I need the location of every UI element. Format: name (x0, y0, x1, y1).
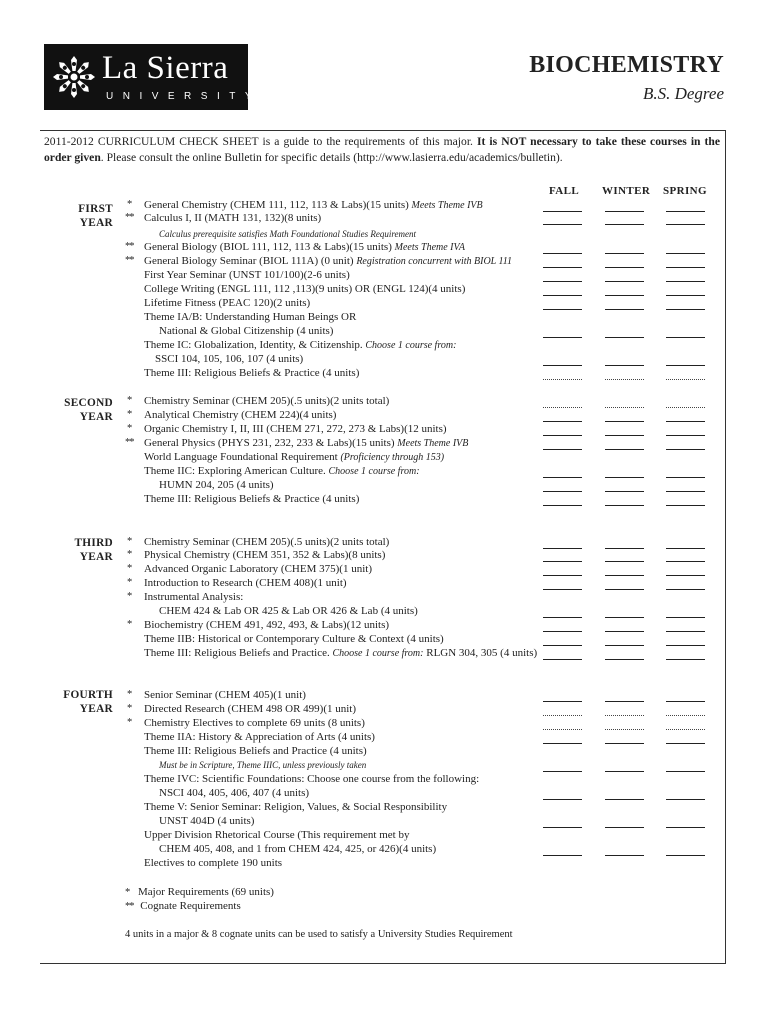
column-header-fall: FALL (549, 185, 580, 197)
course-text: Analytical Chemistry (CHEM 224)(4 units) (144, 409, 337, 421)
course-text: Electives to complete 190 units (144, 857, 283, 869)
course-note-text: Choose 1 course from: (332, 648, 424, 659)
spring-checkbox-line[interactable] (666, 491, 705, 492)
winter-checkbox-line[interactable] (605, 365, 644, 366)
spring-checkbox-line[interactable] (666, 421, 705, 422)
spring-checkbox-line[interactable] (666, 548, 705, 549)
winter-checkbox-line[interactable] (605, 548, 644, 549)
winter-checkbox-line[interactable] (605, 379, 644, 380)
course-text: Biochemistry (CHEM 491, 492, 493, & Labs)(12 units) (144, 619, 390, 631)
course-line (144, 367, 359, 379)
spring-checkbox-line[interactable] (666, 743, 705, 744)
course-line (144, 283, 465, 295)
course-text: First Year Seminar (UNST 101/100)(2-6 units) (144, 269, 350, 281)
logo-subtitle: UNIVERSITY (106, 91, 262, 102)
course-note (159, 760, 366, 770)
course-line (159, 815, 254, 827)
spring-checkbox-line[interactable] (666, 631, 705, 632)
major-marker: * (127, 717, 132, 728)
course-line (144, 773, 479, 785)
fall-checkbox-line[interactable] (543, 379, 582, 380)
fall-checkbox-line[interactable] (543, 407, 582, 408)
spring-checkbox-line[interactable] (666, 365, 705, 366)
course-text: Calculus I, II (MATH 131, 132)(8 units) (144, 212, 322, 224)
right-divider (725, 130, 726, 964)
course-text: National & Global Citizenship (4 units) (159, 325, 334, 337)
winter-checkbox-line[interactable] (605, 449, 644, 450)
winter-checkbox-line[interactable] (605, 211, 644, 212)
course-text: Theme IIA: History & Appreciation of Arts (4 units) (144, 731, 375, 743)
major-marker: * (127, 619, 132, 630)
cognate-marker: ** (125, 437, 134, 448)
course-text: CHEM 405, 408, and 1 from CHEM 424, 425, or 426)(4 units) (159, 843, 437, 855)
legend-item (125, 900, 241, 912)
legend-text: Cognate Requirements (140, 900, 241, 912)
course-line (159, 787, 309, 799)
course-text: Theme IC: Globalization, Identity, & Citizenship. (144, 339, 363, 351)
fall-checkbox-line[interactable] (543, 561, 582, 562)
year-label-line2: YEAR (79, 411, 113, 423)
course-note-text: Choose 1 course from: (328, 466, 420, 477)
winter-checkbox-line[interactable] (605, 729, 644, 730)
course-note-text: Meets Theme IVB (411, 200, 483, 211)
year-label (53, 396, 113, 424)
course-line (159, 605, 418, 617)
course-line (144, 633, 444, 645)
fall-checkbox-line[interactable] (543, 309, 582, 310)
major-marker: * (127, 549, 132, 560)
winter-checkbox-line[interactable] (605, 659, 644, 660)
major-marker: * (127, 199, 132, 210)
spring-checkbox-line[interactable] (666, 617, 705, 618)
spring-checkbox-line[interactable] (666, 771, 705, 772)
spring-checkbox-line[interactable] (666, 645, 705, 646)
course-text: Theme IA/B: Understanding Human Beings OR (144, 311, 357, 323)
course-text: SSCI 104, 105, 106, 107 (4 units) (155, 353, 304, 365)
course-line (144, 549, 385, 561)
course-line (144, 493, 359, 505)
course-text: Directed Research (CHEM 498 OR 499)(1 unit) (144, 703, 357, 715)
year-label-line2: YEAR (79, 703, 113, 715)
course-text: General Biology (BIOL 111, 112, 113 & Labs)(15 units) (144, 241, 392, 253)
course-text-tail: RLGN 304, 305 (4 units) (426, 647, 538, 659)
course-line (144, 451, 444, 463)
major-marker: * (127, 591, 132, 602)
intro-emphasis: It is NOT necessary to take these courses in the order given (44, 135, 720, 164)
course-line (144, 212, 321, 224)
winter-checkbox-line[interactable] (605, 407, 644, 408)
fall-checkbox-line[interactable] (543, 701, 582, 702)
course-text: Theme V: Senior Seminar: Religion, Values, & Social Responsibility (144, 801, 448, 813)
year-label-line1: SECOND (64, 397, 113, 409)
fall-checkbox-line[interactable] (543, 224, 582, 225)
spring-checkbox-line[interactable] (666, 715, 705, 716)
year-label (53, 202, 113, 230)
intro-paragraph (44, 134, 720, 165)
course-text: Physical Chemistry (CHEM 351, 352 & Labs)(8 units) (144, 549, 386, 561)
year-label-line1: THIRD (74, 537, 113, 549)
fall-checkbox-line[interactable] (543, 281, 582, 282)
winter-checkbox-line[interactable] (605, 491, 644, 492)
winter-checkbox-line[interactable] (605, 281, 644, 282)
major-marker: * (127, 409, 132, 420)
course-text: Theme IIB: Historical or Contemporary Culture & Context (4 units) (144, 633, 444, 645)
spring-checkbox-line[interactable] (666, 659, 705, 660)
spring-checkbox-line[interactable] (666, 253, 705, 254)
winter-checkbox-line[interactable] (605, 715, 644, 716)
winter-checkbox-line[interactable] (605, 309, 644, 310)
winter-checkbox-line[interactable] (605, 631, 644, 632)
spring-checkbox-line[interactable] (666, 855, 705, 856)
fall-checkbox-line[interactable] (543, 337, 582, 338)
course-line (144, 395, 389, 407)
course-text: Introduction to Research (CHEM 408)(1 unit) (144, 577, 347, 589)
course-text: HUMN 204, 205 (4 units) (159, 479, 274, 491)
spring-checkbox-line[interactable] (666, 575, 705, 576)
fall-checkbox-line[interactable] (543, 589, 582, 590)
fall-checkbox-line[interactable] (543, 855, 582, 856)
course-text: Chemistry Seminar (CHEM 205)(.5 units)(2 units total) (144, 536, 390, 548)
major-marker: * (127, 703, 132, 714)
fall-checkbox-line[interactable] (543, 645, 582, 646)
spring-checkbox-line[interactable] (666, 477, 705, 478)
course-note-text: Must be in Scripture, Theme IIIC, unless previously taken (159, 760, 367, 770)
bottom-divider (40, 963, 726, 964)
course-line (144, 297, 310, 309)
winter-checkbox-line[interactable] (605, 771, 644, 772)
course-line (144, 801, 447, 813)
winter-checkbox-line[interactable] (605, 435, 644, 436)
fall-checkbox-line[interactable] (543, 548, 582, 549)
spring-checkbox-line[interactable] (666, 295, 705, 296)
winter-checkbox-line[interactable] (605, 743, 644, 744)
course-line (144, 731, 375, 743)
course-text: Theme III: Religious Beliefs & Practice (4 units) (144, 367, 360, 379)
fall-checkbox-line[interactable] (543, 253, 582, 254)
fall-checkbox-line[interactable] (543, 771, 582, 772)
major-marker: * (127, 577, 132, 588)
spring-checkbox-line[interactable] (666, 449, 705, 450)
legend-item (125, 886, 274, 898)
course-line (144, 647, 537, 659)
winter-checkbox-line[interactable] (605, 617, 644, 618)
winter-checkbox-line[interactable] (605, 827, 644, 828)
column-header-spring: SPRING (663, 185, 707, 197)
fall-checkbox-line[interactable] (543, 729, 582, 730)
spring-checkbox-line[interactable] (666, 379, 705, 380)
footnote: 4 units in a major & 8 cognate units can be used to satisfy a University Studies Requirement (125, 929, 513, 940)
sunburst-icon (52, 55, 96, 99)
fall-checkbox-line[interactable] (543, 659, 582, 660)
fall-checkbox-line[interactable] (543, 827, 582, 828)
winter-checkbox-line[interactable] (605, 253, 644, 254)
course-line (144, 577, 347, 589)
winter-checkbox-line[interactable] (605, 645, 644, 646)
course-text: Organic Chemistry I, II, III (CHEM 271, 272, 273 & Labs)(12 units) (144, 423, 447, 435)
spring-checkbox-line[interactable] (666, 435, 705, 436)
course-line (144, 745, 367, 757)
course-line (144, 255, 512, 267)
course-line (144, 199, 483, 211)
major-marker: * (127, 563, 132, 574)
course-text: Chemistry Seminar (CHEM 205)(.5 units)(2 units total) (144, 395, 390, 407)
course-text: CHEM 424 & Lab OR 425 & Lab OR 426 & Lab (4 units) (159, 605, 418, 617)
spring-checkbox-line[interactable] (666, 561, 705, 562)
winter-checkbox-line[interactable] (605, 337, 644, 338)
course-line (144, 437, 468, 449)
spring-checkbox-line[interactable] (666, 505, 705, 506)
major-marker: * (127, 536, 132, 547)
page-title: BIOCHEMISTRY (529, 52, 724, 78)
winter-checkbox-line[interactable] (605, 477, 644, 478)
course-note-text: Meets Theme IVB (397, 438, 469, 449)
course-text: General Biology Seminar (BIOL 111A) (0 unit) (144, 255, 354, 267)
course-text: Theme III: Religious Beliefs & Practice (4 units) (144, 493, 360, 505)
course-text: World Language Foundational Requirement (144, 451, 338, 463)
spring-checkbox-line[interactable] (666, 827, 705, 828)
spring-checkbox-line[interactable] (666, 799, 705, 800)
fall-checkbox-line[interactable] (543, 267, 582, 268)
spring-checkbox-line[interactable] (666, 729, 705, 730)
winter-checkbox-line[interactable] (605, 799, 644, 800)
fall-checkbox-line[interactable] (543, 799, 582, 800)
fall-checkbox-line[interactable] (543, 575, 582, 576)
logo-wordmark: La Sierra (102, 50, 229, 86)
spring-checkbox-line[interactable] (666, 589, 705, 590)
fall-checkbox-line[interactable] (543, 617, 582, 618)
spring-checkbox-line[interactable] (666, 701, 705, 702)
course-text: Theme III: Religious Beliefs and Practice. (144, 647, 330, 659)
year-label (53, 688, 113, 716)
fall-checkbox-line[interactable] (543, 505, 582, 506)
spring-checkbox-line[interactable] (666, 309, 705, 310)
winter-checkbox-line[interactable] (605, 421, 644, 422)
spring-checkbox-line[interactable] (666, 224, 705, 225)
winter-checkbox-line[interactable] (605, 701, 644, 702)
top-divider (40, 130, 726, 131)
course-line (144, 619, 389, 631)
course-text: Lifetime Fitness (PEAC 120)(2 units) (144, 297, 311, 309)
year-label (53, 536, 113, 564)
winter-checkbox-line[interactable] (605, 589, 644, 590)
course-line (144, 857, 282, 869)
course-text: General Physics (PHYS 231, 232, 233 & Labs)(15 units) (144, 437, 395, 449)
spring-checkbox-line[interactable] (666, 211, 705, 212)
course-text: Instrumental Analysis: (144, 591, 244, 603)
course-text: Chemistry Electives to complete 69 units (8 units) (144, 717, 365, 729)
course-line (144, 269, 350, 281)
winter-checkbox-line[interactable] (605, 224, 644, 225)
course-line (144, 409, 336, 421)
cognate-marker: ** (125, 212, 134, 223)
course-note-text: Choose 1 course from: (365, 340, 457, 351)
course-note-text: Calculus prerequisite satisfies Math Foundational Studies Requirement (159, 229, 416, 239)
year-label-line2: YEAR (79, 217, 113, 229)
fall-checkbox-line[interactable] (543, 435, 582, 436)
fall-checkbox-line[interactable] (543, 477, 582, 478)
spring-checkbox-line[interactable] (666, 407, 705, 408)
spring-checkbox-line[interactable] (666, 281, 705, 282)
degree-subtitle: B.S. Degree (642, 84, 724, 103)
course-text: College Writing (ENGL 111, 112 ,113)(9 units) OR (ENGL 124)(4 units) (144, 283, 466, 295)
course-text: Theme IIC: Exploring American Culture. (144, 465, 326, 477)
year-label-line2: YEAR (79, 551, 113, 563)
fall-checkbox-line[interactable] (543, 295, 582, 296)
fall-checkbox-line[interactable] (543, 421, 582, 422)
course-line (159, 325, 333, 337)
winter-checkbox-line[interactable] (605, 267, 644, 268)
fall-checkbox-line[interactable] (543, 491, 582, 492)
course-text: Senior Seminar (CHEM 405)(1 unit) (144, 689, 306, 701)
course-text: Theme IVC: Scientific Foundations: Choose one course from the following: (144, 773, 480, 785)
intro-text: 2011-2012 CURRICULUM CHECK SHEET is a guide to the requirements of this major. (44, 135, 473, 148)
major-marker: * (127, 423, 132, 434)
winter-checkbox-line[interactable] (605, 575, 644, 576)
cognate-marker: ** (125, 241, 134, 252)
winter-checkbox-line[interactable] (605, 505, 644, 506)
course-line (144, 423, 447, 435)
course-line (159, 843, 436, 855)
course-line (144, 339, 456, 351)
winter-checkbox-line[interactable] (605, 561, 644, 562)
course-line (144, 591, 243, 603)
course-line (144, 241, 465, 253)
legend-text: Major Requirements (69 units) (138, 886, 274, 898)
course-line (144, 829, 409, 841)
course-text: Theme III: Religious Beliefs and Practice (4 units) (144, 745, 367, 757)
fall-checkbox-line[interactable] (543, 743, 582, 744)
course-text: Advanced Organic Laboratory (CHEM 375)(1 unit) (144, 563, 372, 575)
fall-checkbox-line[interactable] (543, 211, 582, 212)
course-note (159, 229, 416, 239)
fall-checkbox-line[interactable] (543, 449, 582, 450)
cognate-marker: ** (125, 255, 134, 266)
spring-checkbox-line[interactable] (666, 337, 705, 338)
course-note-text: (Proficiency through 153) (340, 452, 445, 463)
course-note-text: Registration concurrent with BIOL 111 (356, 256, 513, 267)
winter-checkbox-line[interactable] (605, 855, 644, 856)
course-text: General Chemistry (CHEM 111, 112, 113 & Labs)(15 units) (144, 199, 409, 211)
course-text: Upper Division Rhetorical Course (This requirement met by (144, 829, 410, 841)
course-line (155, 353, 303, 365)
course-note-text: Meets Theme IVA (394, 242, 465, 253)
course-line (144, 717, 365, 729)
course-line (144, 563, 372, 575)
course-line (144, 536, 389, 548)
intro-text-end: . Please consult the online Bulletin for specific details (http://www.lasierra.edu/academics/bulletin). (100, 150, 563, 164)
major-marker: * (127, 395, 132, 406)
course-line (144, 703, 356, 715)
year-label-line1: FIRST (78, 203, 113, 215)
course-line (144, 311, 356, 323)
legend-mark: ** (125, 901, 134, 912)
column-header-winter: WINTER (602, 185, 651, 197)
course-line (159, 479, 274, 491)
fall-checkbox-line[interactable] (543, 365, 582, 366)
course-text: UNST 404D (4 units) (159, 815, 255, 827)
winter-checkbox-line[interactable] (605, 295, 644, 296)
university-logo (44, 44, 262, 110)
year-label-line1: FOURTH (63, 689, 113, 701)
fall-checkbox-line[interactable] (543, 715, 582, 716)
course-line (144, 465, 420, 477)
legend-mark: * (125, 887, 130, 898)
major-marker: * (127, 689, 132, 700)
spring-checkbox-line[interactable] (666, 267, 705, 268)
fall-checkbox-line[interactable] (543, 631, 582, 632)
course-line (144, 689, 306, 701)
course-text: NSCI 404, 405, 406, 407 (4 units) (159, 787, 310, 799)
